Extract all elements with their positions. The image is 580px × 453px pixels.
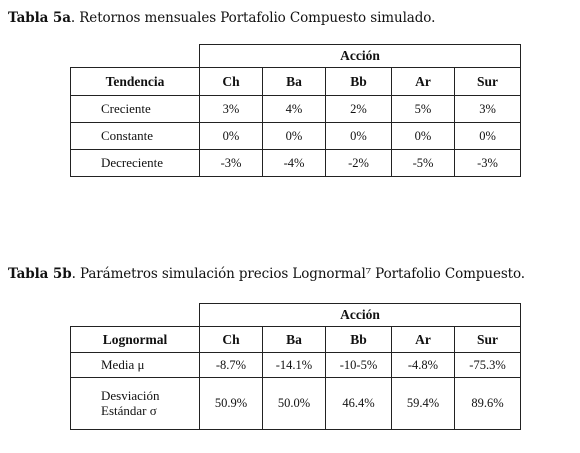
table-5a-col-header: Bb [326,68,392,96]
table-cell: 0% [263,123,326,150]
table-5b-row-label-line2: Estándar σ [101,403,157,418]
table-5a-caption-text: . Retornos mensuales Portafolio Compuesto simulado. [70,10,436,26]
table-5b-col-header: Sur [455,327,521,353]
table-cell: 0% [455,123,521,150]
table-cell: -8.7% [200,353,263,378]
table-row [71,150,521,177]
table-cell: 50.9% [200,378,263,430]
table-5b-caption [8,266,525,282]
table-5a [70,44,521,177]
table-5b-col-header: Ba [263,327,326,353]
table-cell: -4% [263,150,326,177]
table-5b-caption-text: . Parámetros simulación precios Lognormal⁷ Portafolio Compuesto. [71,266,525,282]
table-5b-caption-number: Tabla 5b [8,266,72,282]
table-5b-row-label [71,378,200,430]
table-cell: -3% [455,150,521,177]
table-cell: -2% [326,150,392,177]
table-5b-col-header: Ar [392,327,455,353]
table-cell: -14.1% [263,353,326,378]
table-row [71,96,521,123]
table-5a-group-header: Acción [200,45,521,68]
table-5a-caption-number: Tabla 5a [8,10,71,26]
table-cell: 46.4% [326,378,392,430]
table-5b-row-label-line1: Desviación [101,388,160,403]
table-5a-row-label: Constante [71,123,200,150]
table-5a-col-header: Sur [455,68,521,96]
table-5b-col-header: Ch [200,327,263,353]
table-5a-row-label: Decreciente [71,150,200,177]
table-row [71,378,521,430]
table-cell: 89.6% [455,378,521,430]
table-cell: 0% [200,123,263,150]
table-cell: 5% [392,96,455,123]
table-5b-row-header: Lognormal [71,327,200,353]
table-cell: 3% [200,96,263,123]
table-5a-col-header: Ba [263,68,326,96]
table-5a-col-header: Ar [392,68,455,96]
table-5a-row-header: Tendencia [71,68,200,96]
table-5a-caption [8,10,435,26]
table-cell: 0% [326,123,392,150]
table-cell: 59.4% [392,378,455,430]
table-cell: 0% [392,123,455,150]
table-cell: -4.8% [392,353,455,378]
table-5a-col-header: Ch [200,68,263,96]
table-cell: 3% [455,96,521,123]
table-5b-empty-corner [71,304,200,327]
table-row [71,353,521,378]
table-5b-group-header: Acción [200,304,521,327]
table-cell: -75.3% [455,353,521,378]
table-row [71,123,521,150]
table-cell: -5% [392,150,455,177]
table-cell: 2% [326,96,392,123]
table-cell: -3% [200,150,263,177]
table-cell: 4% [263,96,326,123]
table-5b-col-header: Bb [326,327,392,353]
table-5b [70,303,521,430]
table-5a-row-label: Creciente [71,96,200,123]
table-5b-row-label: Media μ [71,353,200,378]
table-cell: 50.0% [263,378,326,430]
table-cell: -10-5% [326,353,392,378]
table-5a-empty-corner [71,45,200,68]
